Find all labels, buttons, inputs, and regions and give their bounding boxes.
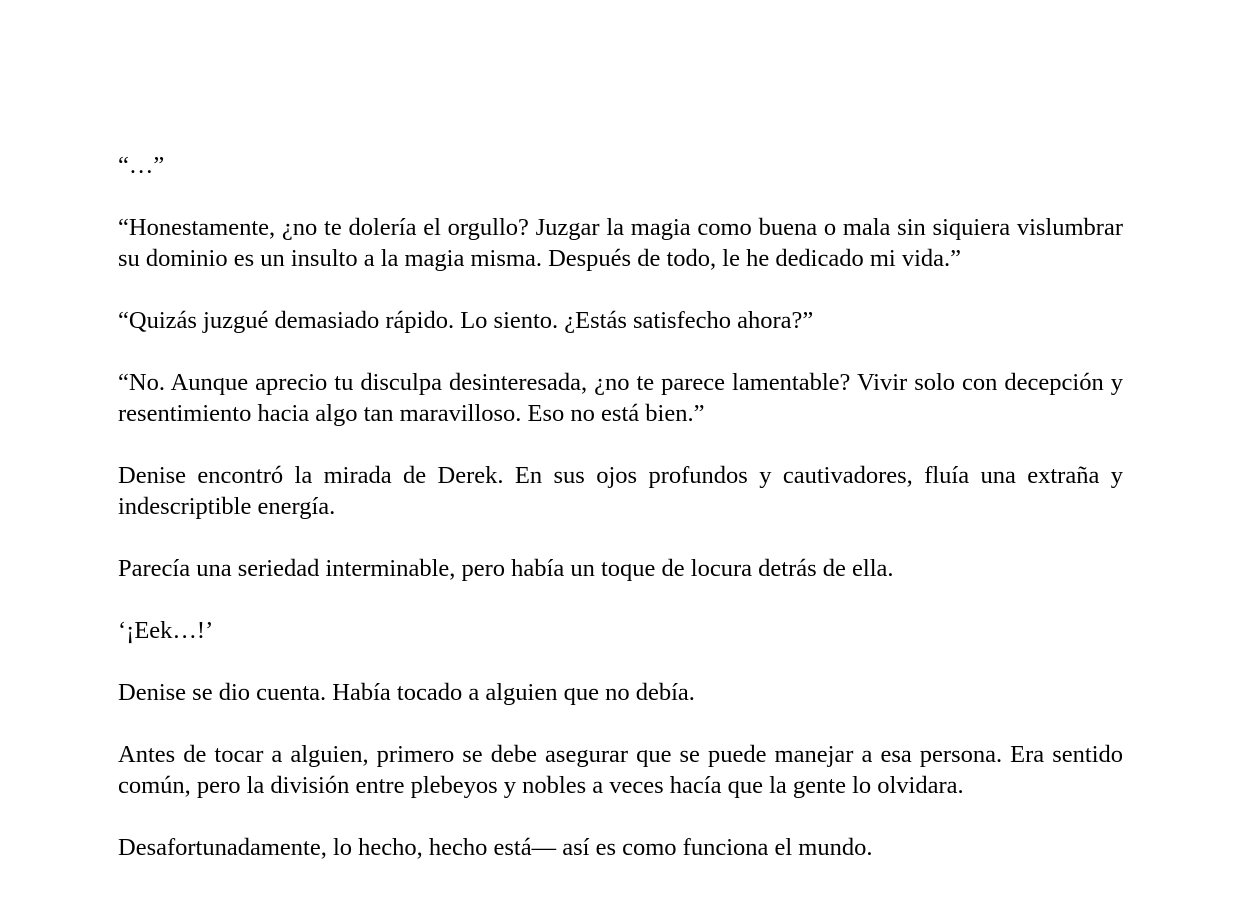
paragraph-before-touching: Antes de tocar a alguien, primero se debe asegurar que se puede manejar a esa persona. Era sentido común, pero la división entre plebeyos y nobles a veces hacía que la gente lo olvidara. [118,741,1123,799]
paragraph-unfortunately: Desafortunadamente, lo hecho, hecho está— así es como funciona el mundo. [118,834,873,861]
paragraph-ellipsis: “…” [118,152,165,179]
paragraph-eek: ‘¡Eek…!’ [118,617,214,644]
paragraph-honestly: “Honestamente, ¿no te dolería el orgullo? Juzgar la magia como buena o mala sin siquiera vislumbrar su dominio es un insulto a la magia misma. Después de todo, le he dedicado mi vida.” [118,214,1123,272]
paragraph-no-although: “No. Aunque aprecio tu disculpa desinteresada, ¿no te parece lamentable? Vivir solo con decepción y resentimiento hacia algo tan maravilloso. Eso no está bien.” [118,369,1123,427]
document-body [118,150,1123,894]
paragraph-denise-gaze: Denise encontró la mirada de Derek. En sus ojos profundos y cautivadores, fluía una extraña y indescriptible energía. [118,462,1123,520]
paragraph-realized: Denise se dio cuenta. Había tocado a alguien que no debía. [118,679,695,706]
paragraph-seriousness: Parecía una seriedad interminable, pero había un toque de locura detrás de ella. [118,555,894,582]
paragraph-maybe-judged: “Quizás juzgué demasiado rápido. Lo siento. ¿Estás satisfecho ahora?” [118,307,814,334]
